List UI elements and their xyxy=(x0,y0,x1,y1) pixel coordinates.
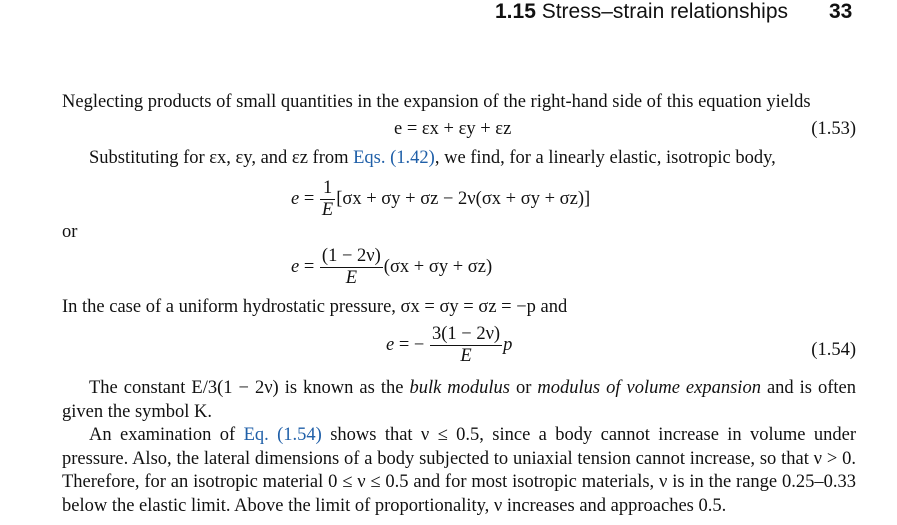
eq-a-rest: [σx + σy + σz − 2ν(σx + σy + σz)] xyxy=(336,188,591,209)
section-title: Stress–strain relationships xyxy=(541,0,788,23)
eq-b-rest: (σx + σy + σz) xyxy=(383,256,493,277)
term-bulk-modulus: bulk modulus xyxy=(409,378,510,398)
paragraph-2: Substituting for εx, εy, and εz from Eqs. (1.42), we find, for a linearly elastic, isotropic body, xyxy=(89,148,776,168)
eq-b-fraction: $\frac{(1 - 2\nu)}{E}$ xyxy=(321,246,381,288)
equation-number-1-53: (1.53) xyxy=(811,119,856,139)
paragraph-3: In the case of a uniform hydrostatic pressure, σx = σy = σz = −p and xyxy=(62,297,568,317)
eq-154-rest: p xyxy=(503,334,513,355)
section-number: 1.15 xyxy=(495,0,536,23)
eq-154-fraction: $\frac{3(1 - 2\nu)}{E}$ xyxy=(431,324,501,366)
eq-1-42-link[interactable]: Eqs. (1.42) xyxy=(353,148,435,168)
equation-number-1-54: (1.54) xyxy=(811,340,856,360)
equation-strain-sum: e = $\frac{1}{E}$ [σx + σy + σz − 2ν(σx + σy + σz)] xyxy=(291,178,591,220)
equation-1-54: e = − $\frac{3(1 - 2\nu)}{E}$ p xyxy=(386,324,513,366)
eq-154-lhs: e xyxy=(386,334,395,355)
running-header xyxy=(495,0,788,24)
equation-1-53: e = εx + εy + εz xyxy=(394,119,512,139)
or-text: or xyxy=(62,222,78,242)
paragraph-5: An examination of Eq. (1.54) shows that ν ≤ 0.5, since a body cannot increase in volume under pressure. Also, the lateral dimensions of a body subjected to uniaxial tension cannot increase, so that ν > 0. Therefore, for an isotropic material 0 ≤ ν ≤ 0.5 and for most isotropic materials, ν is in the range 0.25–0.33 below the elastic limit. Above the limit of proportionality, ν increases and approaches 0.5. xyxy=(62,425,857,516)
term-modulus-volume-expansion: modulus of volume expansion xyxy=(537,378,761,398)
eq-a-fraction: $\frac{1}{E}$ xyxy=(321,178,334,220)
equation-volumetric-strain: e = $\frac{(1 - 2\nu)}{E}$ (σx + σy + σz) xyxy=(291,246,493,288)
eq-b-lhs: e xyxy=(291,256,300,277)
paragraph-4: The constant E/3(1 − 2ν) is known as the bulk modulus or modulus of volume expansion and is often given the symbol K. xyxy=(62,378,857,422)
eq-1-54-link[interactable]: Eq. (1.54) xyxy=(243,425,322,445)
eq-153-rhs: εx + εy + εz xyxy=(421,119,512,139)
page-number: 33 xyxy=(829,0,853,23)
paragraph-1: Neglecting products of small quantities in the expansion of the right-hand side of this equation yields xyxy=(62,92,811,112)
eq-a-lhs: e xyxy=(291,188,300,209)
eq-153-lhs: e xyxy=(394,119,403,139)
